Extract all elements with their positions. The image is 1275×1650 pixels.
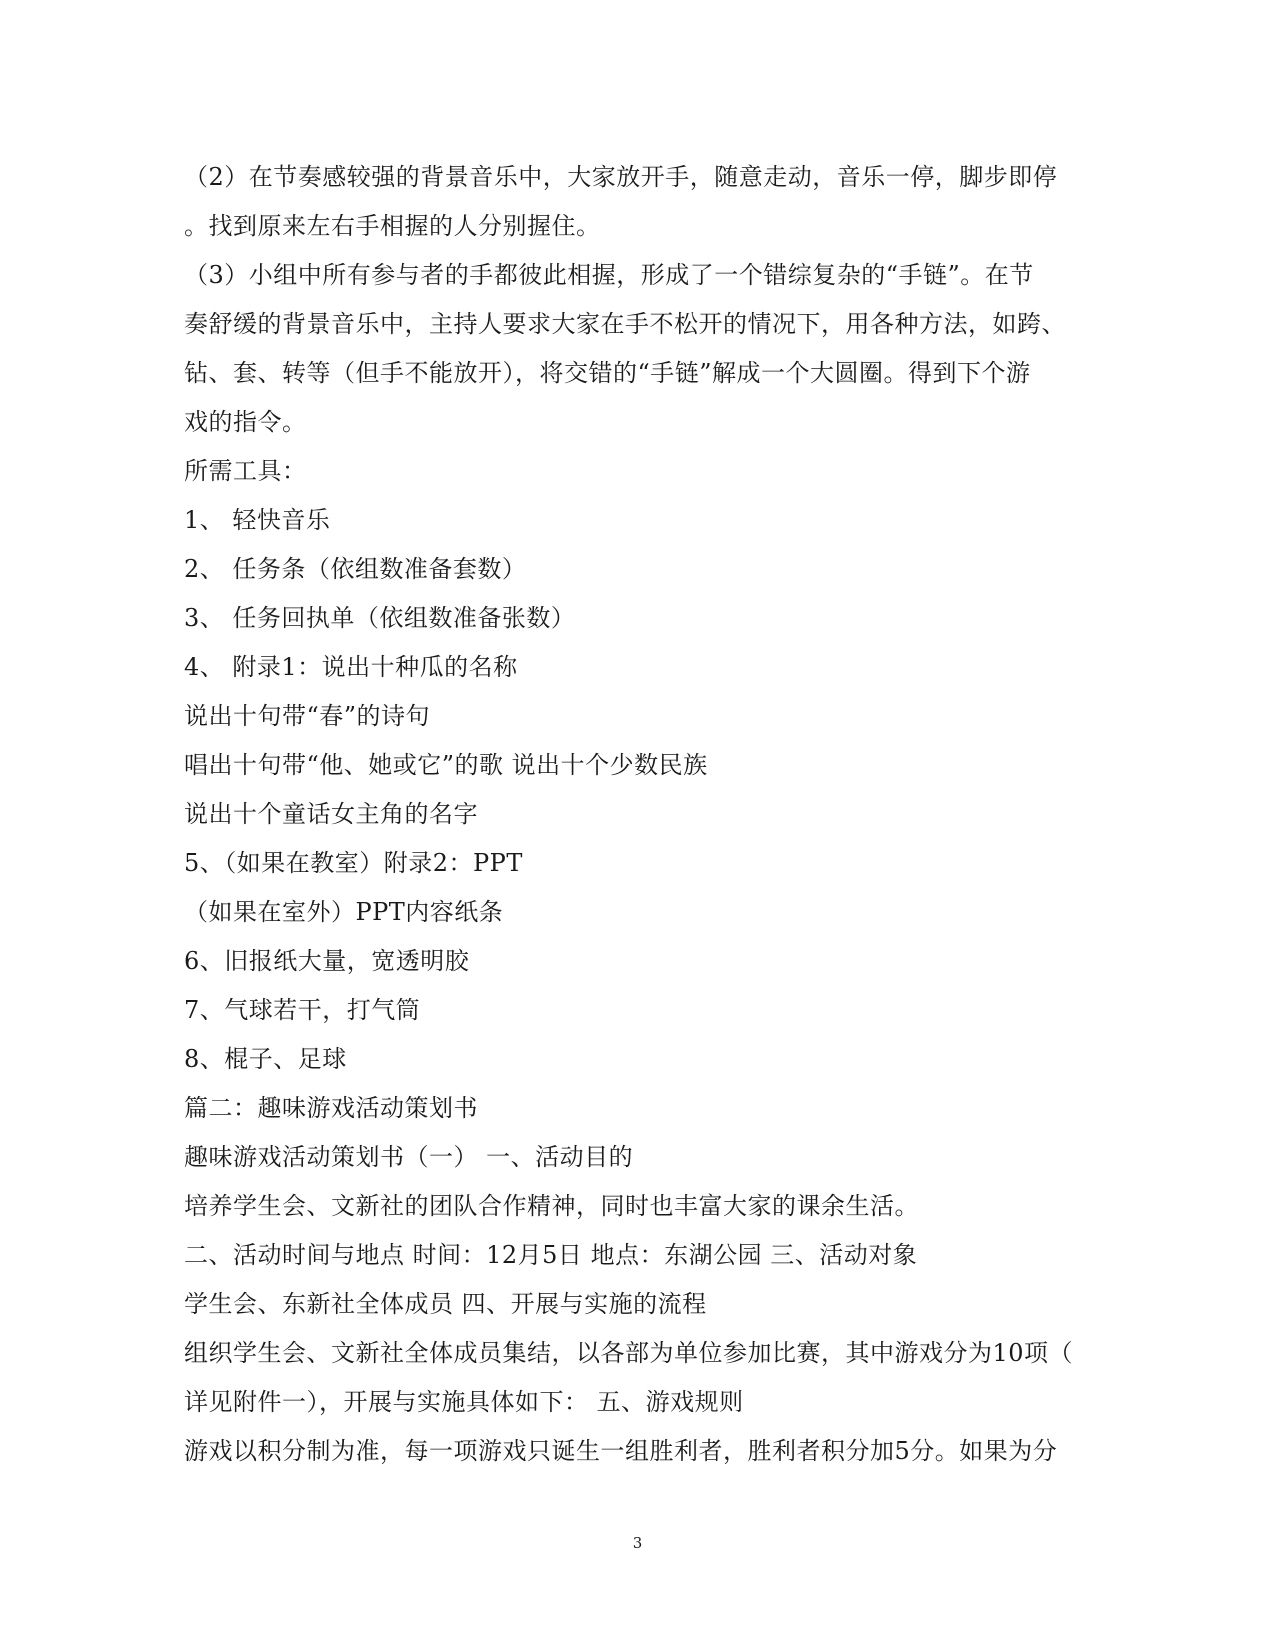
page-number: 3 [632, 1534, 643, 1552]
text-line: 6、旧报纸大量，宽透明胶 [184, 947, 470, 975]
text-line: 7、气球若干，打气筒 [184, 996, 421, 1024]
document-body [184, 153, 1084, 1476]
text-line: 。找到原来左右手相握的人分别握住。 [184, 212, 601, 240]
text-line: 戏的指令。 [184, 408, 307, 436]
text-line: 唱出十句带“他、她或它”的歌 说出十个少数民族 [184, 751, 708, 779]
text-line: 5、（如果在教室）附录2：PPT [184, 849, 523, 877]
text-line: 培养学生会、文新社的团队合作精神，同时也丰富大家的课余生活。 [184, 1192, 919, 1220]
text-line: 2、 任务条（依组数准备套数） [184, 555, 527, 583]
text-line: 二、活动时间与地点 时间：12月5日 地点：东湖公园 三、活动对象 [184, 1241, 918, 1269]
text-line: 说出十个童话女主角的名字 [184, 800, 478, 828]
text-line: 3、 任务回执单（依组数准备张数） [184, 604, 576, 632]
text-line: 所需工具： [184, 457, 307, 485]
text-line: （如果在室外）PPT内容纸条 [184, 898, 504, 926]
text-line: 4、 附录1：说出十种瓜的名称 [184, 653, 518, 681]
text-line: 详见附件一），开展与实施具体如下： 五、游戏规则 [184, 1388, 744, 1416]
text-line: 游戏以积分制为准，每一项游戏只诞生一组胜利者，胜利者积分加5分。如果为分 [184, 1437, 1058, 1465]
text-line: 1、 轻快音乐 [184, 506, 331, 534]
text-line: 说出十句带“春”的诗句 [184, 702, 431, 730]
text-line: 篇二：趣味游戏活动策划书 [184, 1094, 478, 1122]
text-line: 钻、套、转等（但手不能放开），将交错的“手链”解成一个大圆圈。得到下个游 [184, 359, 1031, 387]
text-line: 趣味游戏活动策划书（一） 一、活动目的 [184, 1143, 634, 1171]
text-line: 组织学生会、文新社全体成员集结，以各部为单位参加比赛，其中游戏分为10项（ [184, 1339, 1074, 1367]
text-line: 奏舒缓的背景音乐中，主持人要求大家在手不松开的情况下，用各种方法，如跨、 [184, 310, 1066, 338]
text-line: （3）小组中所有参与者的手都彼此相握，形成了一个错综复杂的“手链”。在节 [184, 261, 1034, 289]
text-line: （2）在节奏感较强的背景音乐中，大家放开手，随意走动，音乐一停，脚步即停 [184, 163, 1058, 191]
text-line: 学生会、东新社全体成员 四、开展与实施的流程 [184, 1290, 707, 1318]
text-line: 8、棍子、足球 [184, 1045, 347, 1073]
